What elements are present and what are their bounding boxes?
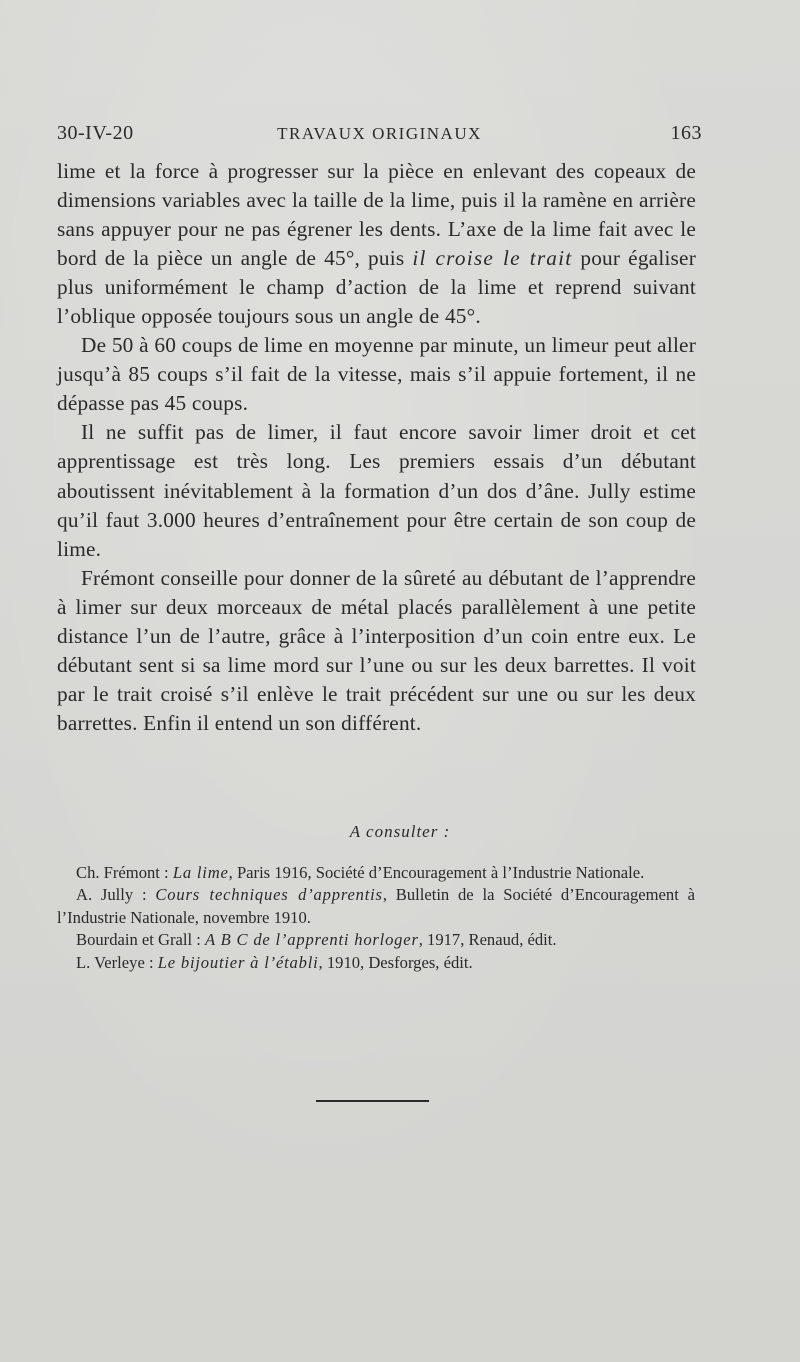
section-end-rule [316,1100,429,1102]
reference-details: , Bulletin de la Société d’Encouragement à l’Industrie Nationale, novembre 1910. [57,885,695,927]
reference-item [57,884,695,929]
reference-author: L. Verleye : [76,952,158,972]
reference-title: A B C de l’apprenti horloger [205,930,419,950]
paragraph-1-text-c: pour égaliser plus uniformément le champ d’action de la lime et reprend suivant l’oblique opposée toujours sous un angle de 45°. [57,246,696,329]
reference-item [57,862,695,884]
reference-author: Ch. Frémont : [76,863,173,882]
body-text [57,157,696,738]
reference-details: , 1910, Desforges, édit. [318,952,473,972]
reference-details: , 1917, Renaud, édit. [418,930,557,950]
header-date: 30-IV-20 [57,122,134,144]
paragraph-1 [57,157,696,331]
reference-item [57,952,695,974]
reference-details: , Paris 1916, Société d’Encouragement à l’Industrie Nationale. [228,863,645,882]
reference-list [57,862,695,974]
header-section-title: TRAVAUX ORIGINAUX [277,124,482,143]
page-number: 163 [670,122,702,144]
paragraph-3: Il ne suffit pas de limer, il faut encore savoir limer droit et cet apprentissage est très long. Les premiers essais d’un débutant aboutissent inévitablement à la formation d’un dos d’âne. Jully estime qu’il faut 3.000 heures d’entraînement pour être certain de son coup de lime. [57,420,696,561]
reference-author: A. Jully : [76,885,156,905]
reference-author: Bourdain et Grall : [76,930,206,950]
running-header [57,122,702,152]
paragraph-1-italic: il croise le trait [412,246,573,271]
reference-title: Cours techniques d’apprentis [155,885,383,905]
reference-title: Le bijoutier à l’établi [157,952,319,972]
reference-title: La lime [172,863,229,882]
paragraph-1-text-a: lime et la force à progresser sur la pièce en enlevant des copeaux de dimensions variables avec la taille de la lime, puis il la ramène en arrière sans appuyer pour ne pas égrener les dents. L’axe de la lime fait avec le bord de la pièce un angle de 45°, puis [57,159,696,271]
consult-heading: A consulter : [349,822,451,841]
reference-item [57,929,695,951]
paragraph-2: De 50 à 60 coups de lime en moyenne par minute, un limeur peut aller jusqu’à 85 coups s’il fait de la vitesse, mais s’il appuie fortement, il ne dépasse pas 45 coups. [57,333,696,416]
paragraph-4: Frémont conseille pour donner de la sûreté au débutant de l’apprendre à limer sur deux morceaux de métal placés parallèlement à une petite distance l’un de l’autre, grâce à l’interposition d’un coin entre eux. Le débutant sent si sa lime mord sur l’une ou sur les deux barrettes. Il voit par le trait croisé s’il enlève le trait précédent sur une ou sur les deux barrettes. Enfin il entend un son différent. [57,565,696,735]
